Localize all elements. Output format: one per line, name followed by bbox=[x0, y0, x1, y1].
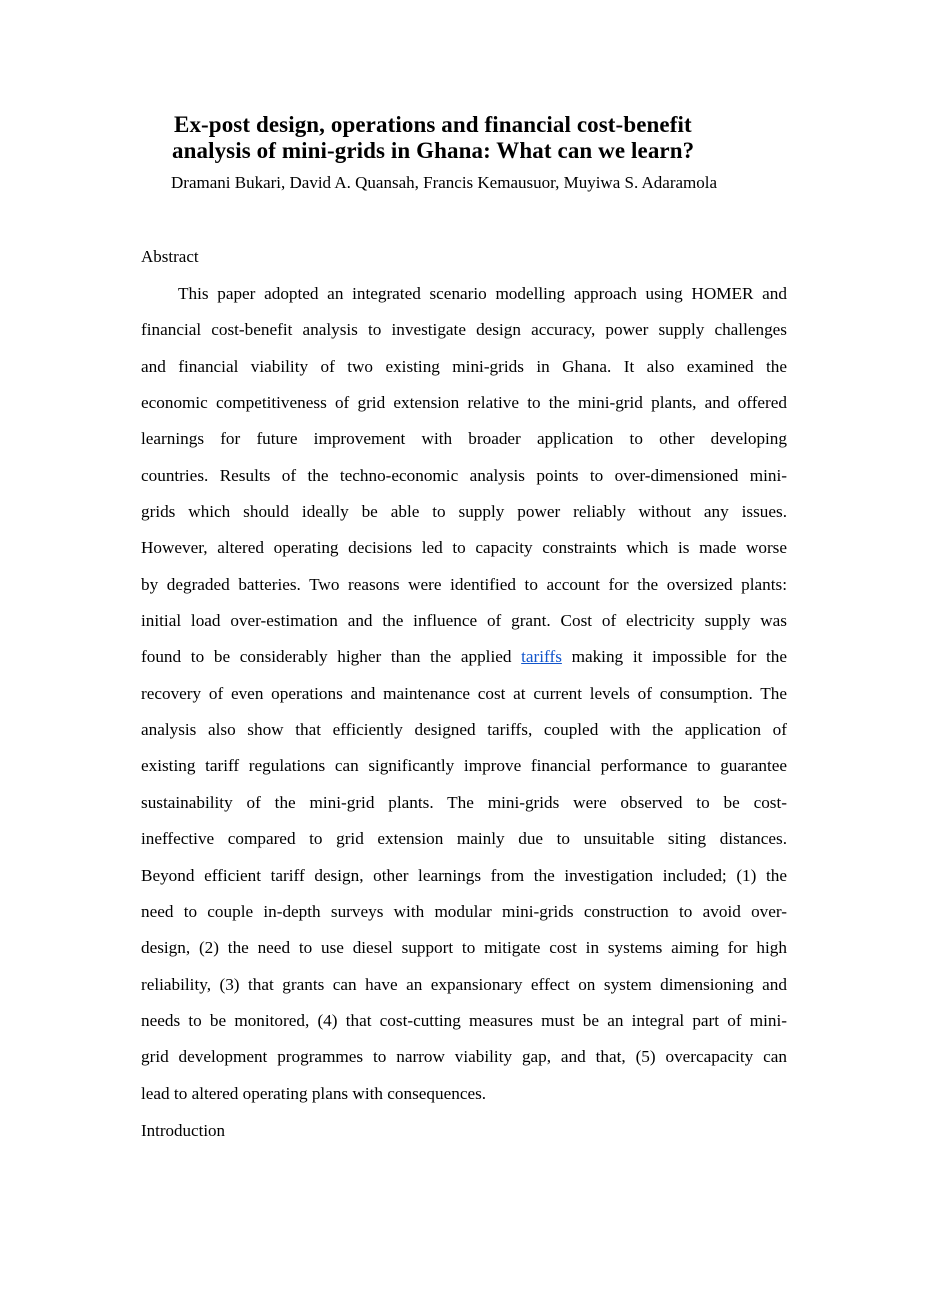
author-list: Dramani Bukari, David A. Quansah, Francis Kemausuor, Muyiwa S. Adaramola bbox=[171, 173, 718, 192]
abstract-line: economic competitiveness of grid extension relative to the mini-grid plants, and offered bbox=[141, 393, 787, 413]
abstract-line: and financial viability of two existing mini-grids in Ghana. It also examined the bbox=[141, 356, 787, 376]
abstract-line: need to couple in-depth surveys with modular mini-grids construction to avoid over- bbox=[141, 901, 787, 921]
introduction-heading: Introduction bbox=[141, 1121, 226, 1140]
abstract-line: grids which should ideally be able to supply power reliably without any issues. bbox=[141, 502, 787, 522]
abstract-line: financial cost-benefit analysis to investigate design accuracy, power supply challenges bbox=[141, 320, 787, 340]
abstract-text-segment: making it impossible for the bbox=[561, 647, 787, 667]
abstract-line: However, altered operating decisions led to capacity constraints which is made worse bbox=[141, 538, 787, 558]
paper-title-line-1: Ex-post design, operations and financial cost-benefit bbox=[174, 112, 692, 137]
abstract-line: recovery of even operations and maintenance cost at current levels of consumption. The bbox=[141, 683, 787, 703]
abstract-line: needs to be monitored, (4) that cost-cutting measures must be an integral part of mini- bbox=[141, 1010, 787, 1030]
abstract-line: grid development programmes to narrow viability gap, and that, (5) overcapacity can bbox=[141, 1047, 787, 1067]
abstract-line: reliability, (3) that grants can have an expansionary effect on system dimensioning and bbox=[141, 974, 787, 994]
abstract-line: ineffective compared to grid extension mainly due to unsuitable siting distances. bbox=[141, 829, 787, 849]
abstract-line: initial load over-estimation and the influence of grant. Cost of electricity supply was bbox=[141, 611, 787, 631]
abstract-line: design, (2) the need to use diesel support to mitigate cost in systems aiming for high bbox=[141, 938, 787, 958]
abstract-line: by degraded batteries. Two reasons were identified to account for the oversized plants: bbox=[141, 574, 787, 594]
abstract-line: Beyond efficient tariff design, other learnings from the investigation included; (1) the bbox=[141, 865, 787, 885]
abstract-heading: Abstract bbox=[141, 247, 199, 266]
abstract-line-with-link bbox=[141, 646, 787, 682]
abstract-text-segment: found to be considerably higher than the applied bbox=[141, 647, 522, 667]
abstract-line: existing tariff regulations can significantly improve financial performance to guarantee bbox=[141, 756, 787, 776]
paper-title-line-2: analysis of mini-grids in Ghana: What can we learn? bbox=[172, 138, 695, 163]
abstract-line: lead to altered operating plans with consequences. bbox=[141, 1083, 487, 1103]
abstract-line: This paper adopted an integrated scenario modelling approach using HOMER and bbox=[178, 284, 787, 303]
tariffs-link[interactable]: tariffs bbox=[521, 647, 562, 667]
abstract-line: learnings for future improvement with broader application to other developing bbox=[141, 429, 787, 449]
abstract-line: countries. Results of the techno-economic analysis points to over-dimensioned mini- bbox=[141, 465, 787, 485]
abstract-line: analysis also show that efficiently designed tariffs, coupled with the application of bbox=[141, 720, 787, 740]
abstract-body bbox=[141, 283, 787, 1119]
abstract-line: sustainability of the mini-grid plants. The mini-grids were observed to be cost- bbox=[141, 792, 787, 812]
